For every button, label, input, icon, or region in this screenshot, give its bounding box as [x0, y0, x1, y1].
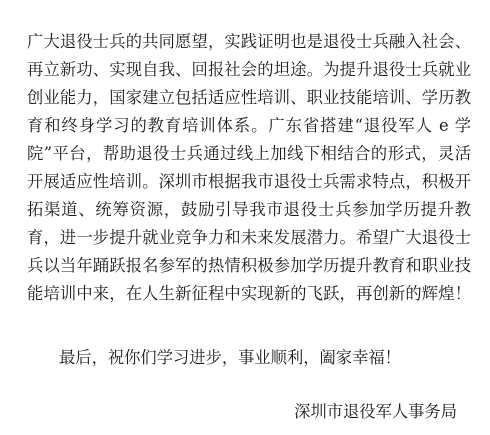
- body-paragraph-2: [27, 344, 471, 372]
- paragraph-line: 开展适应性培训。深圳市根据我市退役士兵需求特点，积极开: [27, 172, 471, 191]
- paragraph-line: 能培训中来，在人生新征程中实现新的飞跃，再创新的辉煌！: [27, 284, 471, 303]
- paragraph-line: 育，进一步提升就业竞争力和未来发展潜力。希望广大退役士: [27, 228, 471, 247]
- signature: 深圳市退役军人事务局: [294, 402, 457, 421]
- paragraph-line: 育和终身学习的教育培训体系。广东省搭建“退役军人 e 学: [27, 116, 471, 135]
- paragraph-line: 院”平台，帮助退役士兵通过线上加线下相结合的形式，灵活: [27, 144, 471, 163]
- closing-wish: 最后，祝你们学习进步，事业顺利，阖家幸福！: [59, 348, 401, 367]
- body-paragraph-1: [27, 28, 471, 308]
- paragraph-line: 兵以当年踊跃报名参军的热情积极参加学历提升教育和职业技: [27, 256, 471, 275]
- paragraph-line: 创业能力，国家建立包括适应性培训、职业技能培训、学历教: [27, 88, 471, 107]
- paragraph-line: 广大退役士兵的共同愿望，实践证明也是退役士兵融入社会、: [27, 32, 471, 51]
- paragraph-line: 拓渠道、统筹资源，鼓励引导我市退役士兵参加学历提升教: [27, 200, 471, 219]
- paragraph-line: 再立新功、实现自我、回报社会的坦途。为提升退役士兵就业: [27, 60, 471, 79]
